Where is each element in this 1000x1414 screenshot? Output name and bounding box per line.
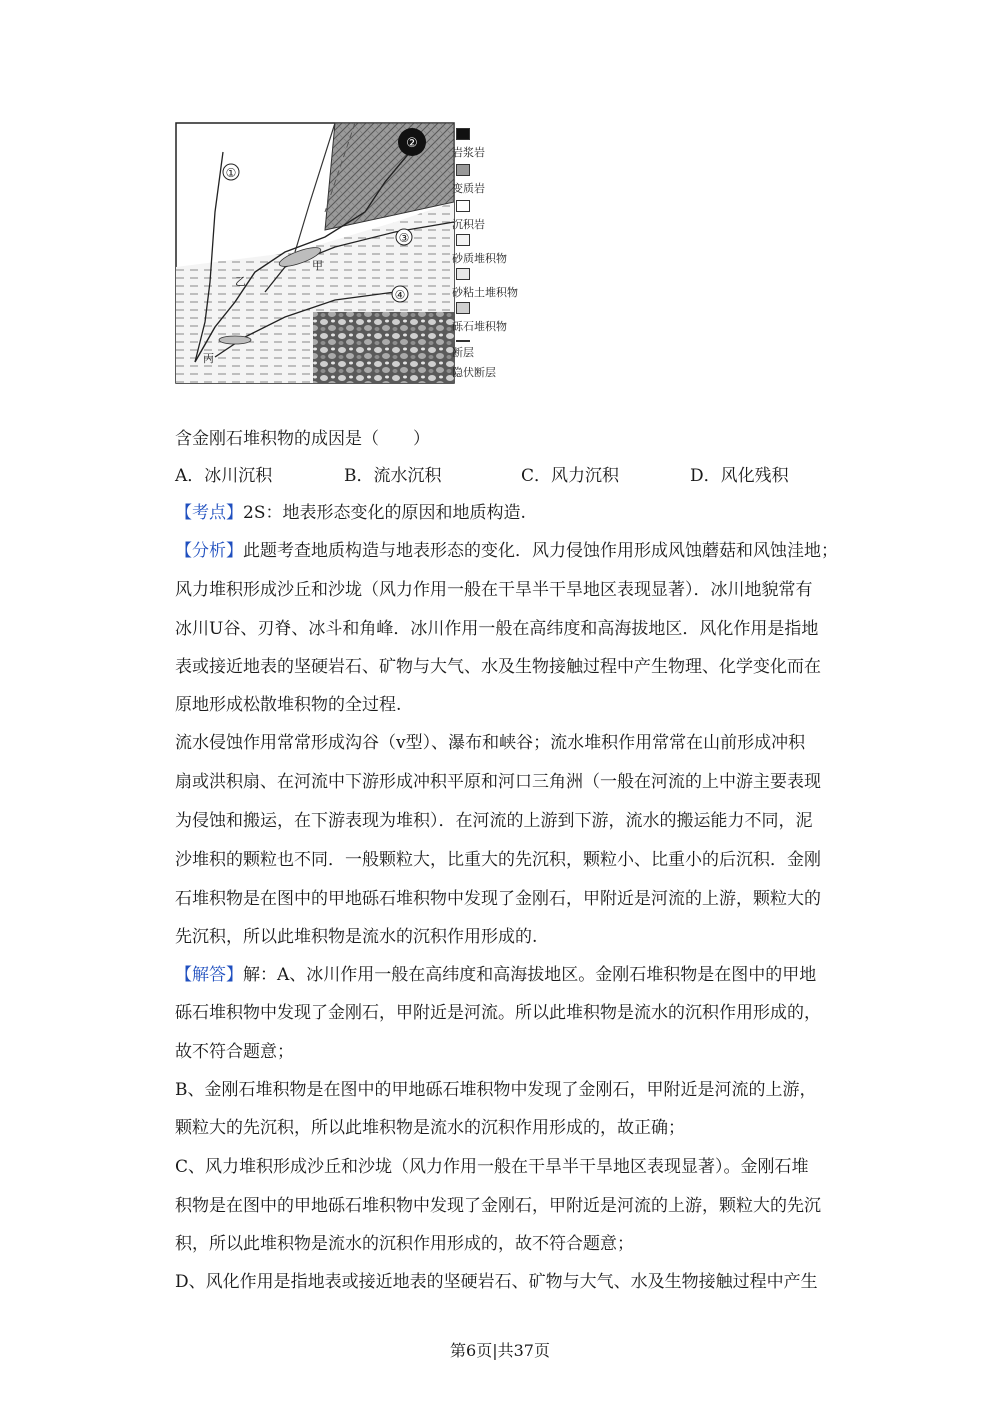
question-text: 含金刚石堆积物的成因是（ ） (175, 429, 430, 449)
fenxi-line-2: 冰川U谷、刃脊、冰斗和角峰．冰川作用一般在高纬度和高海拔地区．风化作用是指地 (175, 619, 819, 639)
fenxi-tag: 【分析】 (175, 541, 243, 561)
fenxi-line-8: 沙堆积的颗粒也不同．一般颗粒大，比重大的先沉积，颗粒小、比重小的后沉积．金刚 (175, 850, 821, 870)
jieda-line-4: 颗粒大的先沉积，所以此堆积物是流水的沉积作用形成的，故正确； (175, 1118, 685, 1138)
fenxi-line-7: 为侵蚀和搬运，在下游表现为堆积）．在河流的上游到下游，流水的搬运能力不同，泥 (175, 811, 813, 831)
kaodian-tag: 【考点】 (175, 503, 243, 523)
jieda-line-2: 故不符合题意； (175, 1042, 294, 1062)
fenxi-line-9: 石堆积物是在图中的甲地砾石堆积物中发现了金刚石，甲附近是河流的上游，颗粒大的 (175, 889, 821, 909)
legend-swatch (456, 164, 470, 176)
fenxi-line-0 (175, 536, 838, 561)
legend-swatch (456, 268, 470, 280)
legend-swatch (456, 200, 470, 212)
jieda-line-0 (175, 960, 816, 985)
marker-3: ③ (398, 231, 410, 245)
kaodian-text: 2S：地表形态变化的原因和地质构造. (243, 503, 526, 523)
option-a: A．冰川沉积 (175, 466, 273, 486)
jieda-text: 解：A、冰川作用一般在高纬度和高海拔地区。金刚石堆积物是在图中的甲地 (243, 965, 817, 985)
jieda-line-7: 积，所以此堆积物是流水的沉积作用形成的，故不符合题意； (175, 1234, 634, 1254)
place-label-bing: 丙 (203, 352, 214, 365)
legend-swatch (456, 302, 470, 314)
kaodian-section (175, 498, 526, 523)
jieda-line-3: B、金刚石堆积物是在图中的甲地砾石堆积物中发现了金刚石，甲附近是河流的上游， (175, 1080, 817, 1100)
fenxi-line-4: 原地形成松散堆积物的全过程. (175, 695, 402, 715)
fenxi-line-3: 表或接近地表的坚硬岩石、矿物与大气、水及生物接触过程中产生物理、化学变化而在 (175, 657, 821, 677)
fenxi-line-10: 先沉积，所以此堆积物是流水的沉积作用形成的. (175, 927, 538, 947)
legend-swatch (456, 234, 470, 246)
fenxi-line-5: 流水侵蚀作用常常形成沟谷（v型）、瀑布和峡谷；流水堆积作用常常在山前形成冲积 (175, 733, 806, 753)
marker-4: ④ (394, 288, 406, 302)
page-footer: 第6页|共37页 (450, 1341, 550, 1360)
jieda-line-1: 砾石堆积物中发现了金刚石，甲附近是河流。所以此堆积物是流水的沉积作用形成的， (175, 1003, 821, 1023)
marker-2: ② (406, 136, 418, 151)
option-c: C．风力沉积 (521, 466, 620, 486)
place-label-yi: 乙 (235, 275, 246, 288)
jieda-line-5: C、风力堆积形成沙丘和沙垅（风力作用一般在干旱半干旱地区表现显著）。金刚石堆 (175, 1157, 809, 1177)
jieda-line-8: D、风化作用是指地表或接近地表的坚硬岩石、矿物与大气、水及生物接触过程中产生 (175, 1272, 818, 1292)
legend-swatch (456, 340, 470, 342)
fenxi-line-6: 扇或洪积扇、在河流中下游形成冲积平原和河口三角洲（一般在河流的上中游主要表现 (175, 772, 821, 792)
option-d: D．风化残积 (690, 466, 789, 486)
legend-swatch (456, 128, 470, 140)
jieda-line-6: 积物是在图中的甲地砾石堆积物中发现了金刚石，甲附近是河流的上游，颗粒大的先沉 (175, 1196, 821, 1216)
place-label-jia: 甲 (312, 259, 323, 272)
fenxi-line-1: 风力堆积形成沙丘和沙垅（风力作用一般在干旱半干旱地区表现显著）．冰川地貌常有 (175, 580, 813, 600)
jieda-tag: 【解答】 (175, 965, 243, 985)
marker-1: ① (225, 166, 237, 180)
fenxi-text: 此题考查地质构造与地表形态的变化．风力侵蚀作用形成风蚀蘑菇和风蚀洼地； (243, 541, 838, 561)
option-b: B．流水沉积 (344, 466, 442, 486)
